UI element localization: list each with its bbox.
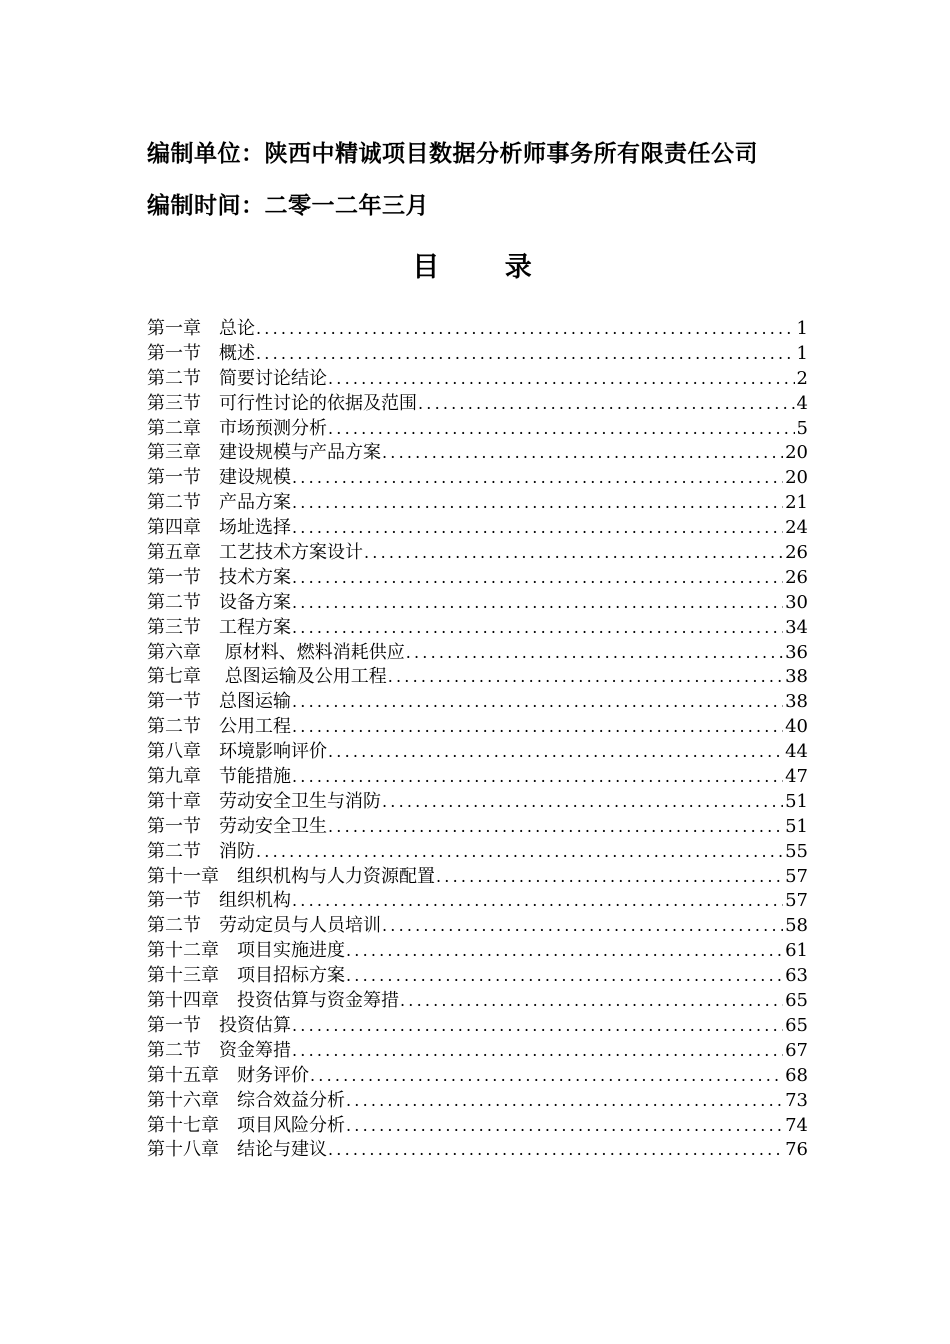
toc-dot-leader [292,591,783,616]
toc-entry-page: 57 [785,890,808,912]
toc-entry-page: 47 [785,766,808,788]
toc-entry-page: 44 [785,741,808,763]
toc-entry-page: 26 [785,566,808,588]
toc-entry-page: 2 [796,367,808,389]
toc-dot-leader [400,989,783,1014]
toc-dot-leader [292,1014,783,1039]
toc-entry[interactable] [147,1138,808,1163]
toc-dot-leader [418,392,795,417]
toc-entry-label: 第十六章 综合效益分析 [147,1089,345,1111]
toc-entry-label: 第二节 劳动定员与人员培训 [147,915,381,937]
toc-dot-leader [292,690,783,715]
toc-entry-label: 第五章 工艺技术方案设计 [147,542,363,564]
toc-dot-leader [292,715,783,740]
toc-entry-page: 38 [785,666,808,688]
toc-entry-label: 第七章 总图运输及公用工程 [147,666,387,688]
toc-entry-page: 65 [785,990,808,1012]
toc-entry[interactable] [147,541,808,566]
toc-entry[interactable] [147,690,808,715]
toc-entry[interactable] [147,939,808,964]
toc-entry-page: 57 [785,865,808,887]
toc-entry[interactable] [147,889,808,914]
toc-entry-page: 20 [785,467,808,489]
toc-entry[interactable] [147,989,808,1014]
toc-entry-page: 40 [785,716,808,738]
toc-dot-leader [406,641,783,666]
toc-entry-page: 1 [796,318,808,339]
toc-entry[interactable] [147,417,808,442]
toc-entry-label: 第九章 节能措施 [147,766,291,788]
compiling-time: 编制时间：二零一二年三月 [147,193,429,219]
toc-dot-leader [436,865,783,890]
toc-entry-page: 34 [785,616,808,638]
toc-entry-page: 74 [785,1114,808,1136]
toc-dot-leader [292,616,783,641]
toc-entry-label: 第二节 消防 [147,840,255,862]
toc-entry-label: 第十五章 财务评价 [147,1064,309,1086]
toc-dot-leader [328,1138,783,1163]
toc-entry[interactable] [147,566,808,591]
toc-entry-page: 58 [785,915,808,937]
toc-dot-leader [292,889,783,914]
toc-entry-page: 5 [796,417,808,439]
toc-entry-page: 63 [785,965,808,987]
toc-dot-leader [382,790,783,815]
toc-dot-leader [382,914,783,939]
toc-entry-page: 20 [785,442,808,464]
toc-entry[interactable] [147,491,808,516]
toc-dot-leader [292,566,783,591]
toc-entry-page: 21 [785,492,808,514]
toc-dot-leader [292,1039,783,1064]
toc-entry[interactable] [147,815,808,840]
toc-dot-leader [310,1064,783,1089]
toc-entry-page: 30 [785,591,808,613]
toc-entry-page: 38 [785,691,808,713]
toc-entry-page: 51 [785,815,808,837]
toc-entry-label: 第二节 简要讨论结论 [147,367,327,389]
toc-entry-page: 76 [785,1139,808,1161]
toc-entry-label: 第四章 场址选择 [147,517,291,539]
toc-entry-label: 第三节 工程方案 [147,616,291,638]
toc-entry-label: 第一节 建设规模 [147,467,291,489]
toc-entry-label: 第一节 概述 [147,342,255,364]
toc-dot-leader [364,541,783,566]
toc-entry[interactable] [147,591,808,616]
toc-dot-leader [388,665,783,690]
toc-entry-label: 第二节 产品方案 [147,492,291,514]
toc-entry[interactable] [147,1114,808,1139]
toc-dot-leader [346,1089,783,1114]
toc-entry-label: 第一节 投资估算 [147,1014,291,1036]
toc-entry[interactable] [147,392,808,417]
toc-entry-label: 第二节 公用工程 [147,716,291,738]
toc-entry[interactable] [147,1064,808,1089]
toc-entry[interactable] [147,367,808,392]
toc-entry-label: 第十三章 项目招标方案 [147,965,345,987]
toc-entry-page: 67 [785,1039,808,1061]
toc-entry-page: 73 [785,1089,808,1111]
toc-entry-page: 55 [785,840,808,862]
toc-entry[interactable] [147,914,808,939]
toc-dot-leader [346,964,783,989]
toc-entry[interactable] [147,441,808,466]
toc-entry-label: 第十章 劳动安全卫生与消防 [147,790,381,812]
toc-entry-label: 第六章 原材料、燃料消耗供应 [147,641,405,663]
toc-dot-leader [382,441,783,466]
toc-entry-page: 65 [785,1014,808,1036]
toc-entry[interactable] [147,665,808,690]
toc-entry[interactable] [147,840,808,865]
toc-entry-page: 4 [796,392,808,414]
toc-entry-page: 51 [785,790,808,812]
toc-entry-label: 第二节 资金筹措 [147,1039,291,1061]
toc-dot-leader [328,815,783,840]
toc-entry-label: 第八章 环境影响评价 [147,741,327,763]
toc-title: 目 录 [412,252,560,283]
toc-entry-page: 36 [785,641,808,663]
toc-entry-page: 61 [785,940,808,962]
toc-dot-leader [346,939,783,964]
toc-entry[interactable] [147,1014,808,1039]
toc-entry[interactable] [147,466,808,491]
toc-entry[interactable] [147,765,808,790]
toc-dot-leader [292,491,783,516]
toc-entry-page: 68 [785,1064,808,1086]
toc-entry[interactable] [147,342,808,367]
toc-entry[interactable] [147,715,808,740]
toc-entry-page: 1 [796,342,808,364]
toc-dot-leader [292,466,783,491]
toc-dot-leader [328,740,783,765]
toc-entry-label: 第十八章 结论与建议 [147,1139,327,1161]
toc-entry-label: 第一节 劳动安全卫生 [147,815,327,837]
toc-entry[interactable] [147,641,808,666]
toc-entry[interactable] [147,516,808,541]
toc-dot-leader [346,1114,783,1139]
toc-entry[interactable] [147,616,808,641]
toc-entry-label: 第三章 建设规模与产品方案 [147,442,381,464]
toc-entry[interactable] [147,790,808,815]
toc-entry-label: 第一节 技术方案 [147,566,291,588]
toc-dot-leader [292,765,783,790]
toc-entry-label: 第一节 总图运输 [147,691,291,713]
toc-dot-leader [256,342,795,367]
toc-entry-label: 第三节 可行性讨论的依据及范围 [147,392,417,414]
toc-entry[interactable] [147,1089,808,1114]
toc-dot-leader [256,317,795,342]
toc-entry[interactable] [147,740,808,765]
toc-dot-leader [256,840,783,865]
toc-entry-label: 第十七章 项目风险分析 [147,1114,345,1136]
toc-entry-label: 第一节 组织机构 [147,890,291,912]
toc-entry[interactable] [147,1039,808,1064]
toc-entry-page: 24 [785,517,808,539]
toc-dot-leader [328,367,795,392]
toc-entry-label: 第十二章 项目实施进度 [147,940,345,962]
toc-entry-label: 第十四章 投资估算与资金筹措 [147,990,399,1012]
toc-entry-label: 第十一章 组织机构与人力资源配置 [147,865,435,887]
table-of-contents [147,317,808,1163]
toc-entry[interactable] [147,317,808,342]
compiling-unit: 编制单位：陕西中精诚项目数据分析师事务所有限责任公司 [147,141,758,167]
toc-entry[interactable] [147,964,808,989]
toc-entry-label: 第二章 市场预测分析 [147,417,327,439]
toc-dot-leader [328,417,795,442]
toc-entry[interactable] [147,865,808,890]
toc-entry-page: 26 [785,542,808,564]
toc-entry-label: 第一章 总论 [147,318,255,339]
toc-dot-leader [292,516,783,541]
toc-entry-label: 第二节 设备方案 [147,591,291,613]
